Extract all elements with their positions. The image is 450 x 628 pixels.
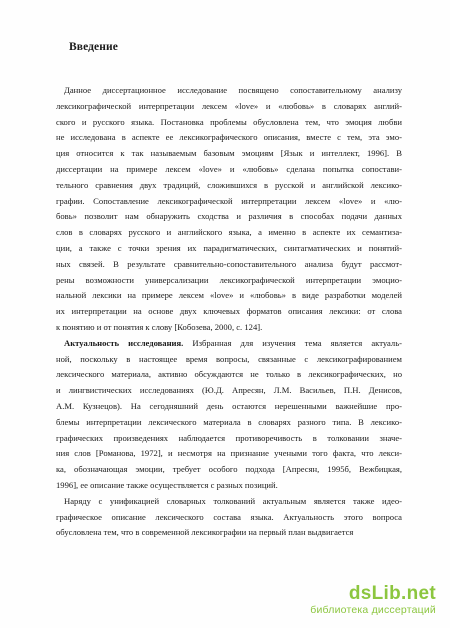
text-line: ция относится к так называемым базовым эмоциям [Язык и интеллект, 1996]. В	[56, 148, 402, 159]
text-line: Наряду с унификацией словарных толкований актуальным является также идео-	[64, 495, 402, 506]
text-line-rest: Избранная для изучения тема является актуаль-	[183, 337, 402, 348]
watermark-logo: dsLib.net	[348, 583, 436, 604]
text-line: графических произведениях наблюдается противоречивость в толковании значе-	[56, 432, 402, 443]
text-line: и лингвистических исследованиях (Ю.Д. Апресян, Л.М. Васильев, П.Н. Денисов,	[56, 385, 402, 396]
text-line: А.М. Кузнецов). На сегодняшний день остаются нерешенными важнейшие про-	[56, 400, 402, 411]
text-line: графическое описание лексического состава языка. Актуальность этого вопроса	[56, 511, 402, 522]
text-line: ной, поскольку в настоящее время вопросы, связанные с лексикографированием	[56, 353, 402, 364]
bold-lead-phrase: Актуальность исследования.	[64, 337, 184, 348]
text-line: ского и русского языка. Постановка проблемы обусловлена тем, что эмоция любви	[56, 116, 402, 127]
text-line	[56, 336, 402, 352]
text-line: 1996], ее описание также осуществляется с разных позиций.	[56, 479, 278, 490]
paragraph	[56, 336, 402, 494]
watermark	[310, 584, 436, 616]
text-line: слов в словарях русского и английского языка, а именно в аспекте их семантиза-	[56, 227, 402, 238]
paragraph	[56, 83, 402, 336]
text-line: блемы интерпретации лексического материала в словарях разного типа. В лексико-	[56, 416, 402, 427]
text-line: ка, обозначающая эмоции, требует особого подхода [Апресян, 1995б, Вежбицкая,	[56, 464, 402, 475]
text-line: ния слов [Романова, 1972], и несмотря на признание учеными того факта, что лекси-	[56, 448, 402, 459]
text-line: лексикографической интерпретации лексем «love» и «любовь» в словарях англий-	[56, 100, 402, 111]
text-line: Данное диссертационное исследование посвящено сопоставительному анализу	[64, 85, 402, 95]
text-line: не исследована в аспекте ее лексикографического описания, вместе с тем, эта эмо-	[56, 132, 402, 143]
text-line: обусловлена тем, что в современной лексикографии на первый план выдвигается	[56, 527, 354, 538]
body-text	[56, 83, 402, 541]
paragraph	[56, 494, 402, 541]
text-line: бовь» позволит нам обнаружить сходства и различия в способах подачи данных	[56, 211, 402, 222]
text-line: тельного сравнения двух традиций, сложившихся в русской и английской лексико-	[56, 179, 402, 190]
text-line: к понятию и от понятия к слову [Кобозева, 2000, с. 124].	[56, 321, 263, 332]
text-line: их интерпретации на основе двух ключевых форматов описания лексики: от слова	[56, 306, 402, 317]
text-line: лексического материала, активно обсуждаются не только в лексикографических, но	[56, 369, 402, 380]
text-line: ных связей. В результате сравнительно-сопоставительного анализа будут рассмот-	[56, 258, 402, 269]
section-heading: Введение	[69, 41, 118, 53]
text-line: нальной лексики на примере лексем «love» и «любовь» в виде разработки моделей	[56, 290, 402, 301]
text-line: рены возможности универсализации лексикографической интерпретации эмоцио-	[56, 274, 402, 285]
text-line: графии. Сопоставление лексикографической интерпретации лексем «love» и «лю-	[56, 195, 402, 206]
watermark-subtitle: библиотека диссертаций	[310, 604, 436, 616]
text-line: диссертации на примере лексем «love» и «любовь» сделана попытка сопостави-	[56, 163, 402, 174]
text-line: ции, а также с точки зрения их парадигматических, синтагматических и понятий-	[56, 242, 402, 253]
